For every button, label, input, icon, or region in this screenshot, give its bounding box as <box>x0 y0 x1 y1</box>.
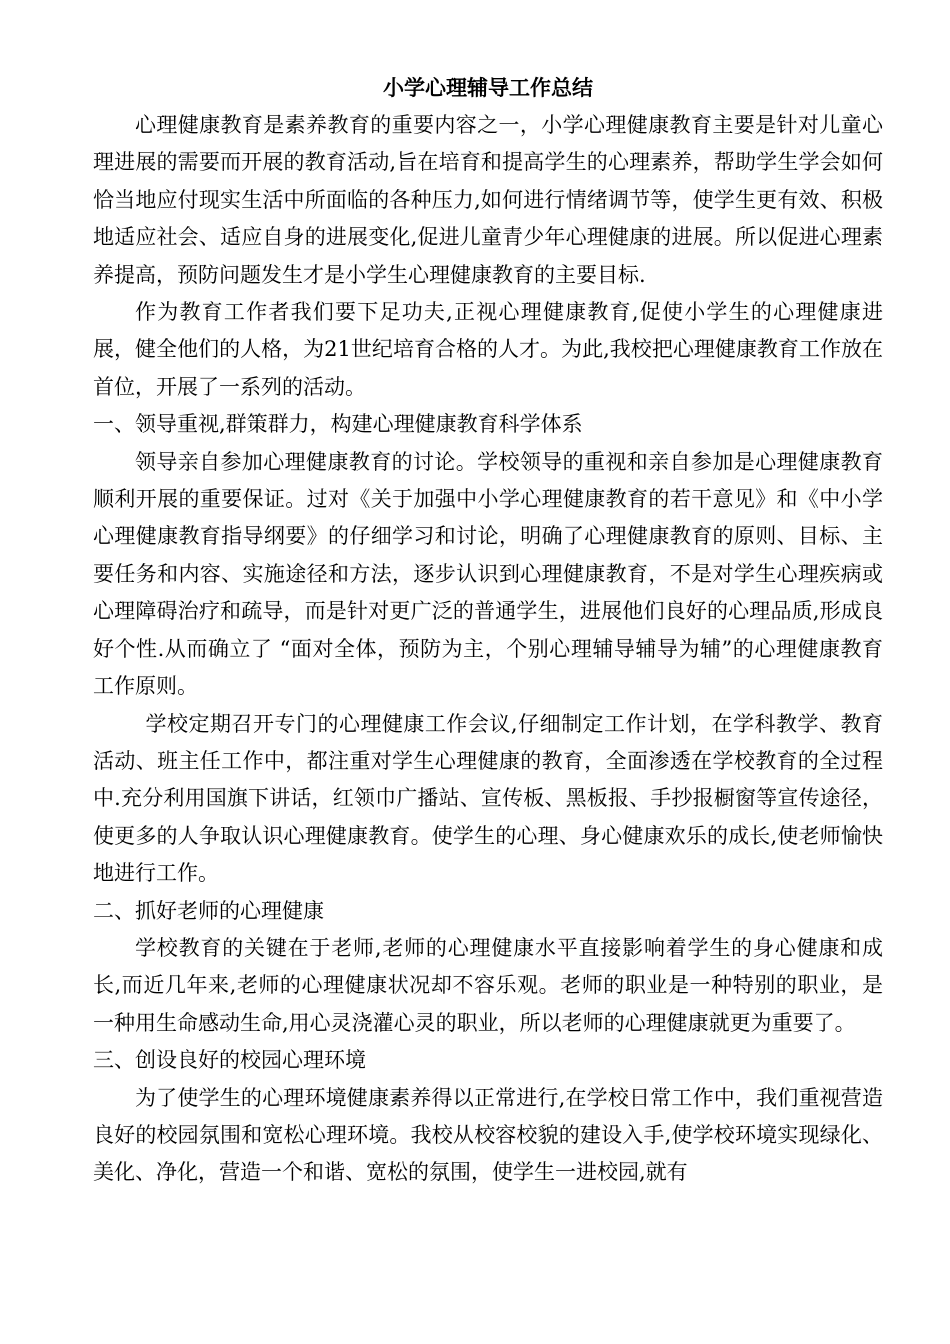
paragraph-environment: 为了使学生的心理环境健康素养得以正常进行,在学校日常工作中，我们重视营造良好的校园氛围和宽松心理环境。我校从校容校貌的建设入手,使学校环境实现绿化、美化、净化，营造一个和谐、宽松的氛围，使学生一进校园,就有 <box>93 1085 883 1185</box>
section-heading-1: 一、领导重视,群策群力，构建心理健康教育科学体系 <box>93 412 583 437</box>
document-page <box>93 70 883 1192</box>
document-title: 小学心理辅导工作总结 <box>383 76 593 100</box>
section-heading-2: 二、抓好老师的心理健康 <box>93 898 324 923</box>
paragraph-intro: 心理健康教育是素养教育的重要内容之一，小学心理健康教育主要是针对儿童心理进展的需要而开展的教育活动,旨在培育和提高学生的心理素养，帮助学生学会如何恰当地应付现实生活中所面临的各种压力,如何进行情绪调节等，使学生更有效、积极地适应社会、适应自身的进展变化,促进儿童青少年心理健康的进展。所以促进心理素养提高，预防问题发生才是小学生心理健康教育的主要目标. <box>93 113 883 287</box>
paragraph-leadership: 领导亲自参加心理健康教育的讨论。学校领导的重视和亲自参加是心理健康教育顺利开展的重要保证。过对《关于加强中小学心理健康教育的若干意见》和《中小学心理健康教育指导纲要》的仔细学习和讨论，明确了心理健康教育的原则、目标、主要任务和内容、实施途径和方法，逐步认识到心理健康教育，不是对学生心理疾病或心理障碍治疗和疏导，而是针对更广泛的普通学生，进展他们良好的心理品质,形成良好个性.从而确立了 “面对全体，预防为主，个别心理辅导辅导为辅”的心理健康教育工作原则。 <box>93 449 883 699</box>
paragraph-meetings: 学校定期召开专门的心理健康工作会议,仔细制定工作计划，在学科教学、教育活动、班主任工作中，都注重对学生心理健康的教育，全面渗透在学校教育的全过程中.充分利用国旗下讲话，红领巾广播站、宣传板、黑板报、手抄报橱窗等宣传途径，使更多的人争取认识心理健康教育。使学生的心理、身心健康欢乐的成长,使老师愉快地进行工作。 <box>93 711 883 886</box>
section-heading-3: 三、创设良好的校园心理环境 <box>93 1048 366 1073</box>
paragraph-purpose: 作为教育工作者我们要下足功夫,正视心理健康教育,促使小学生的心理健康进展，健全他们的人格，为21世纪培育合格的人才。为此,我校把心理健康教育工作放在首位，开展了一系列的活动。 <box>93 300 883 399</box>
paragraph-teachers: 学校教育的关键在于老师,老师的心理健康水平直接影响着学生的身心健康和成长,而近几年来,老师的心理健康状况却不容乐观。老师的职业是一种特别的职业，是一种用生命感动生命,用心灵浇灌心灵的职业，所以老师的心理健康就更为重要了。 <box>93 935 883 1035</box>
